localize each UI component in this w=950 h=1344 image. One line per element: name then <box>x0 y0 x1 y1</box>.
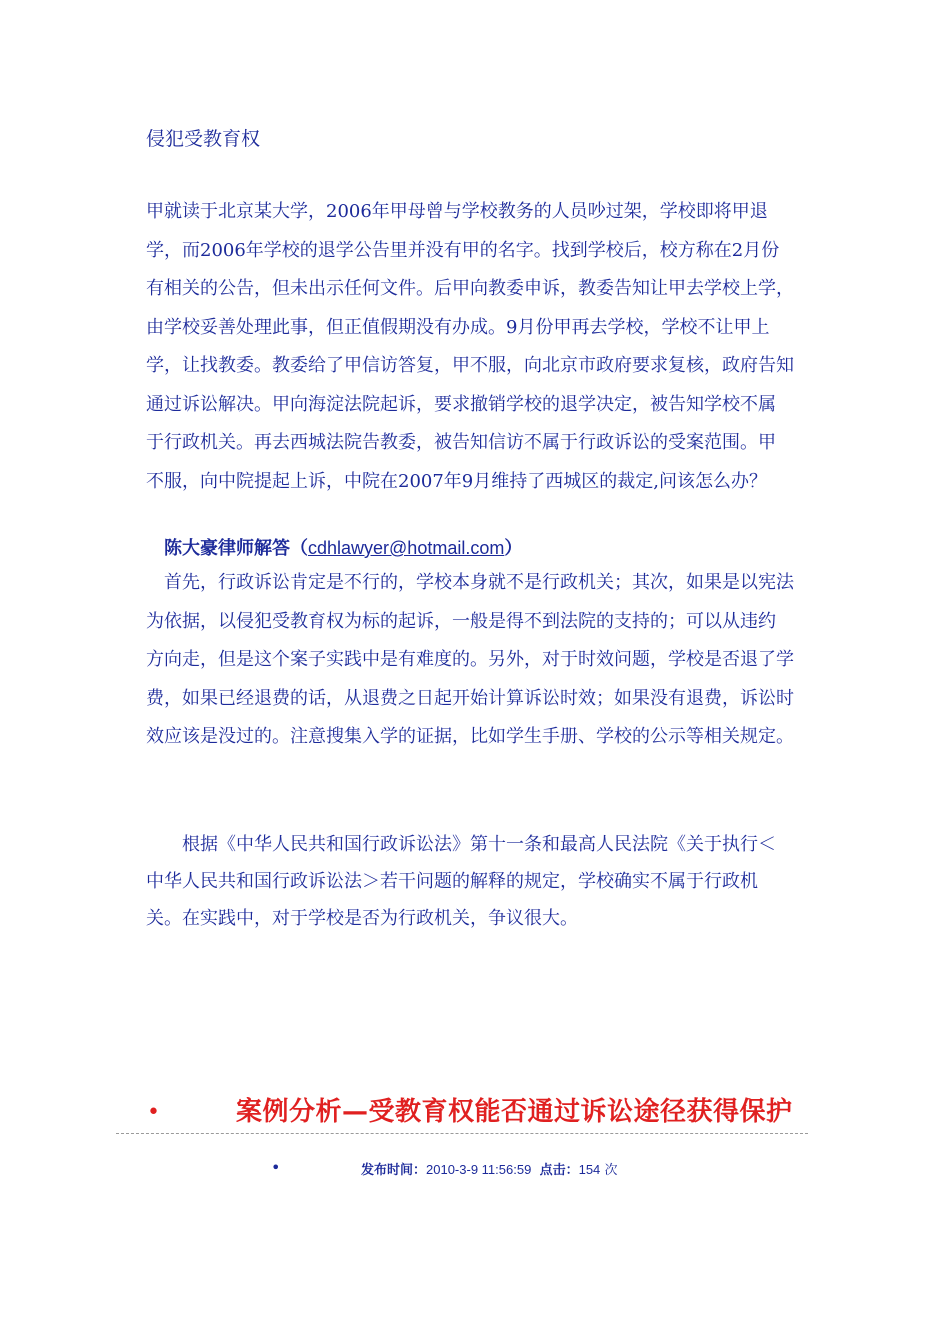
case-line: 学，让找教委。教委给了甲信访答复，甲不服，向北京市政府要求复核，政府告知 <box>146 355 794 376</box>
law-line: 中华人民共和国行政诉讼法＞若干问题的解释的规定，学校确实不属于行政机 <box>146 871 758 892</box>
legal-basis <box>146 826 826 937</box>
law-line: 根据《中华人民共和国行政诉讼法》第十一条和最高人民法院《关于执行＜ <box>182 834 776 855</box>
click-count-label: 点击： <box>539 1163 579 1178</box>
click-count-value: 154 <box>578 1162 601 1177</box>
answer-heading <box>164 533 522 564</box>
meta-bullet: • <box>271 1158 281 1177</box>
case-line: 由学校妥善处理此事，但正值假期没有办成。9月份甲再去学校，学校不让甲上 <box>146 316 770 338</box>
click-count-unit: 次 <box>604 1163 618 1178</box>
publish-time-value: 2010-3-9 11:56:59 <box>426 1162 532 1177</box>
answer-heading-prefix: 陈大豪律师解答（ <box>164 538 308 559</box>
case-line: 学，而2006年学校的退学公告里并没有甲的名字。找到学校后，校方称在2月份 <box>146 239 780 261</box>
answer-line: 首先，行政诉讼肯定是不行的，学校本身就不是行政机关；其次，如果是以宪法 <box>164 572 794 593</box>
publish-time-label: 发布时间： <box>361 1163 427 1178</box>
law-line: 关。在实践中，对于学校是否为行政机关，争议很大。 <box>146 908 578 929</box>
case-line: 通过诉讼解决。甲向海淀法院起诉，要求撤销学校的退学决定，被告知学校不属 <box>146 393 776 415</box>
case-description <box>146 193 806 501</box>
article-meta <box>361 1160 617 1181</box>
answer-heading-suffix: ） <box>504 538 523 559</box>
case-line: 于行政机关。再去西城法院告教委，被告知信访不属于行政诉讼的受案范围。甲 <box>146 432 776 453</box>
case-line: 甲就读于北京某大学，2006年甲母曾与学校教务的人员吵过架，学校即将甲退 <box>146 201 768 222</box>
dashed-divider <box>116 1133 808 1134</box>
email-link[interactable]: cdhlawyer@hotmail.com <box>308 538 505 558</box>
answer-line: 费，如果已经退费的话，从退费之日起开始计算诉讼时效；如果没有退费，诉讼时 <box>146 687 794 709</box>
document-title: 侵犯受教育权 <box>146 128 261 150</box>
case-line: 不服，向中院提起上诉，中院在2007年9月维持了西城区的裁定,问该怎么办？ <box>146 470 767 492</box>
article-title[interactable]: 案例分析—受教育权能否通过诉讼途径获得保护 <box>236 1097 793 1127</box>
case-line: 有相关的公告，但未出示任何文件。后甲向教委申诉，教委告知让甲去学校上学， <box>146 278 794 299</box>
answer-line: 效应该是没过的。注意搜集入学的证据，比如学生手册、学校的公示等相关规定。 <box>146 726 794 747</box>
answer-line: 为依据，以侵犯受教育权为标的起诉，一般是得不到法院的支持的；可以从违约 <box>146 610 776 632</box>
lawyer-answer <box>146 564 806 757</box>
article-bullet: • <box>147 1100 160 1125</box>
answer-line: 方向走，但是这个案子实践中是有难度的。另外，对于时效问题，学校是否退了学 <box>146 649 794 670</box>
